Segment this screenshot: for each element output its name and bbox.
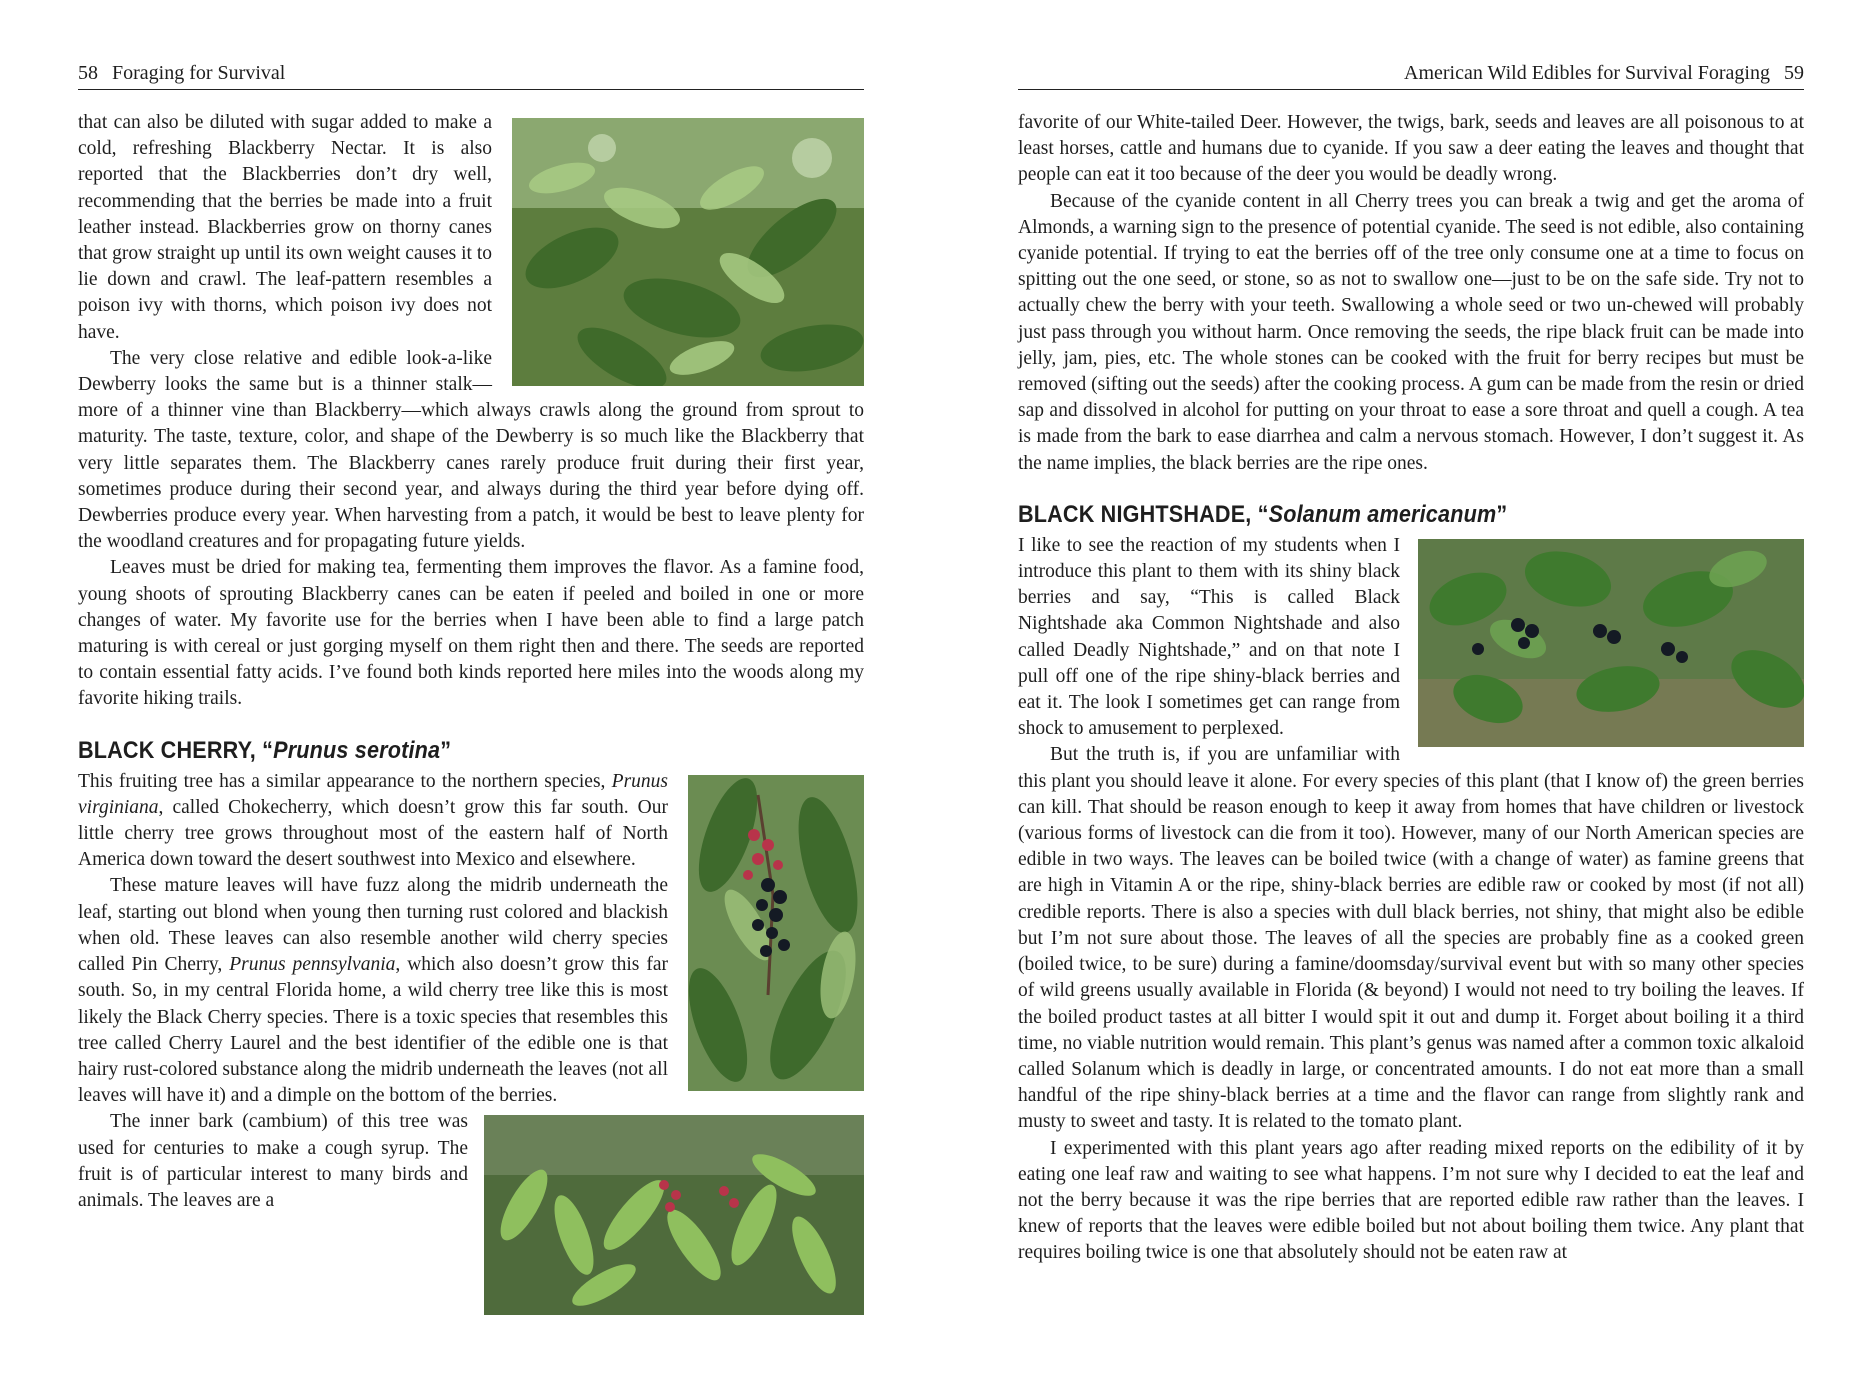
left-running-head: Foraging for Survival: [112, 62, 286, 84]
right-body-text: [1018, 110, 1804, 1267]
right-page-number: 59: [1784, 62, 1804, 84]
right-page: [1018, 0, 1804, 1400]
right-paragraph-3: I like to see the reaction of my students when I introduce this plant to them with its shiny black berries and say, “This is called Black Nightshade aka Common Nightshade and also called Deadly Nightshade,” and on that note I pull off one of the ripe shiny-black berries and eat it. The look I sometimes get can range from shock to amusement to perplexed.: [1018, 534, 1400, 740]
right-running-head: American Wild Edibles for Survival Foraging: [1404, 62, 1770, 84]
blackberry-leaves-photo: [512, 118, 864, 386]
left-paragraph-2: The very close relative and edible look-a-like Dewberry looks the same but is a thinner stalk—more of a thinner vine than Blackberry—which always crawls along the ground from sprout to maturity. The taste, texture, color, and shape of the Dewberry is so much like the Blackberry that very little separates them. The Blackberry canes rarely produce fruit during their first year, sometimes produce during their second year, and always during the third year before dying off. Dewberries produce every year. When harvesting from a patch, it would be best to leave plenty for the woodland creatures and for propagating future yields.: [78, 347, 864, 553]
left-paragraph-5: These mature leaves will have fuzz along the midrib underneath the leaf, starting out blond when young then turning rust colored and blackish when old. These leaves can also resemble another wild cherry species called Pin Cherry, Prunus pennsylvania, which also doesn’t grow this far south. So, in my central Florida home, a wild cherry tree like this is most likely the Black Cherry species. There is a toxic species that resembles this tree called Cherry Laurel and the best identifier of the edible one is that hairy rust-colored substance along the midrib underneath the leaves (not all leaves will have it) and a dimple on the bottom of the berries.: [78, 875, 668, 1107]
left-paragraph-1: that can also be diluted with sugar added to make a cold, refreshing Blackberry Nectar. It is also reported that the Blackberries don’t dry well, recommending that the berries be made into a fruit leather instead. Blackberries grow on thorny canes that grow straight up until its own weight causes it to lie down and crawl. The leaf-pattern resembles a poison ivy with thorns, which poison ivy does not have.: [78, 112, 492, 343]
left-body-text: [78, 110, 864, 1321]
right-paragraph-5: I experimented with this plant years ago after reading mixed reports on the edibility of it by eating one leaf raw and waiting to see what happens. I’m not sure why I decided to eat the leaf and not the berry because it was the ripe berries that are reported edible raw rather than the leaves. I knew of reports that the leaves were edible boiled but not about boiling them twice. Any plant that requires boiling twice is one that absolutely should not be eaten raw at: [1018, 1137, 1804, 1264]
black-nightshade-photo: [1418, 539, 1804, 747]
black-cherry-berries-photo: [688, 775, 864, 1091]
left-paragraph-6: The inner bark (cambium) of this tree was used for centuries to make a cough syrup. The fruit is of particular interest to many birds and animals. The leaves are a: [78, 1111, 468, 1211]
right-paragraph-2: Because of the cyanide content in all Cherry trees you can break a twig and get the aroma of Almonds, a warning sign to the presence of potential cyanide. The seed is not edible, also containing cyanide potential. If trying to eat the berries off of the tree only consume one at a time to focus on spitting out the one seed, or stone, so as not to swallow one—just to be on the safe side. Try not to actually chew the berry with your teeth. Swallowing a whole seed or two un-chewed will probably just pass through you without harm. Once removing the seeds, the ripe black fruit can be made into jelly, jam, pies, etc. The whole stones can be cooked with the fruit for berry recipes but must be removed (sifting out the seeds) after the cooking process. A gum can be made from the resin or dried sap and dissolved in alcohol for putting on your throat to ease a sore throat and quell a cough. A tea is made from the bark to ease diarrhea and calm a nervous stomach. However, I don’t suggest it. As the name implies, the black berries are the ripe ones.: [1018, 190, 1804, 474]
left-paragraph-4: This fruiting tree has a similar appearance to the northern species, Prunus virginiana, called Chokecherry, which doesn’t grow this far south. Our little cherry tree grows throughout most of the eastern half of North America down toward the desert southwest into Mexico and elsewhere.: [78, 770, 668, 871]
black-cherry-scientific-name: Prunus serotina: [273, 736, 441, 764]
left-page: [78, 0, 864, 1400]
left-running-header: [78, 59, 864, 90]
right-paragraph-1: favorite of our White-tailed Deer. However, the twigs, bark, seeds and leaves are all poisonous to at least horses, cattle and humans due to cyanide. If you saw a deer eating the leaves and thought that people can eat it too because of the deer you would be deadly wrong.: [1018, 112, 1804, 186]
left-paragraph-3: Leaves must be dried for making tea, fermenting them improves the flavor. As a famine food, young shoots of sprouting Blackberry canes can be eaten if peeled and boiled in one or more changes of water. My favorite use for the berries when I have been able to find a large patch maturing is with cereal or just gorging myself on them right then and there. The seeds are reported to contain essential fatty acids. I’ve found both kinds reported here miles into the woods along my favorite hiking trails.: [78, 557, 864, 710]
right-paragraph-4: But the truth is, if you are unfamiliar with this plant you should leave it alone. For every species of this plant (that I know of) the green berries can kill. That should be reason enough to keep it away from homes that have children or livestock (various forms of livestock can die from it too). However, many of our North American species are edible in two ways. The leaves can be boiled twice (with a change of water) as famine greens that are high in Vitamin A or the ripe, shiny-black berries are edible raw or cooked by most (if not all) credible reports. There is also a species with dull black berries, not shiny, that might also be edible but I’m not sure about those. The leaves of all the species are probably fine as a cooked green (boiled twice, to be sure) during a famine/doomsday/survival event but with so many other species of wild greens usually available in Florida (& beyond) I would not need to try boiling the leaves. If the boiled product tastes at all bitter I would spit it out and dump it. Forget about boiling it a third time, no viable nutrition would remain. This plant’s genus was named after a common toxic alkaloid called Solanum which is deadly in large, or concentrated amounts. I do not eat more than a small handful of the ripe shiny-black berries at a time and the flavor can range from slightly rank and musty to sweet and tasty. It is related to the tomato plant.: [1018, 744, 1804, 1133]
right-running-header: [1018, 59, 1804, 90]
left-page-number: 58: [78, 62, 98, 84]
black-cherry-heading: BLACK CHERRY, “Prunus serotina”: [78, 736, 452, 764]
black-cherry-branch-photo: [484, 1115, 864, 1315]
black-nightshade-heading: BLACK NIGHTSHADE, “Solanum americanum”: [1018, 500, 1508, 528]
black-nightshade-scientific-name: Solanum americanum: [1268, 500, 1497, 528]
